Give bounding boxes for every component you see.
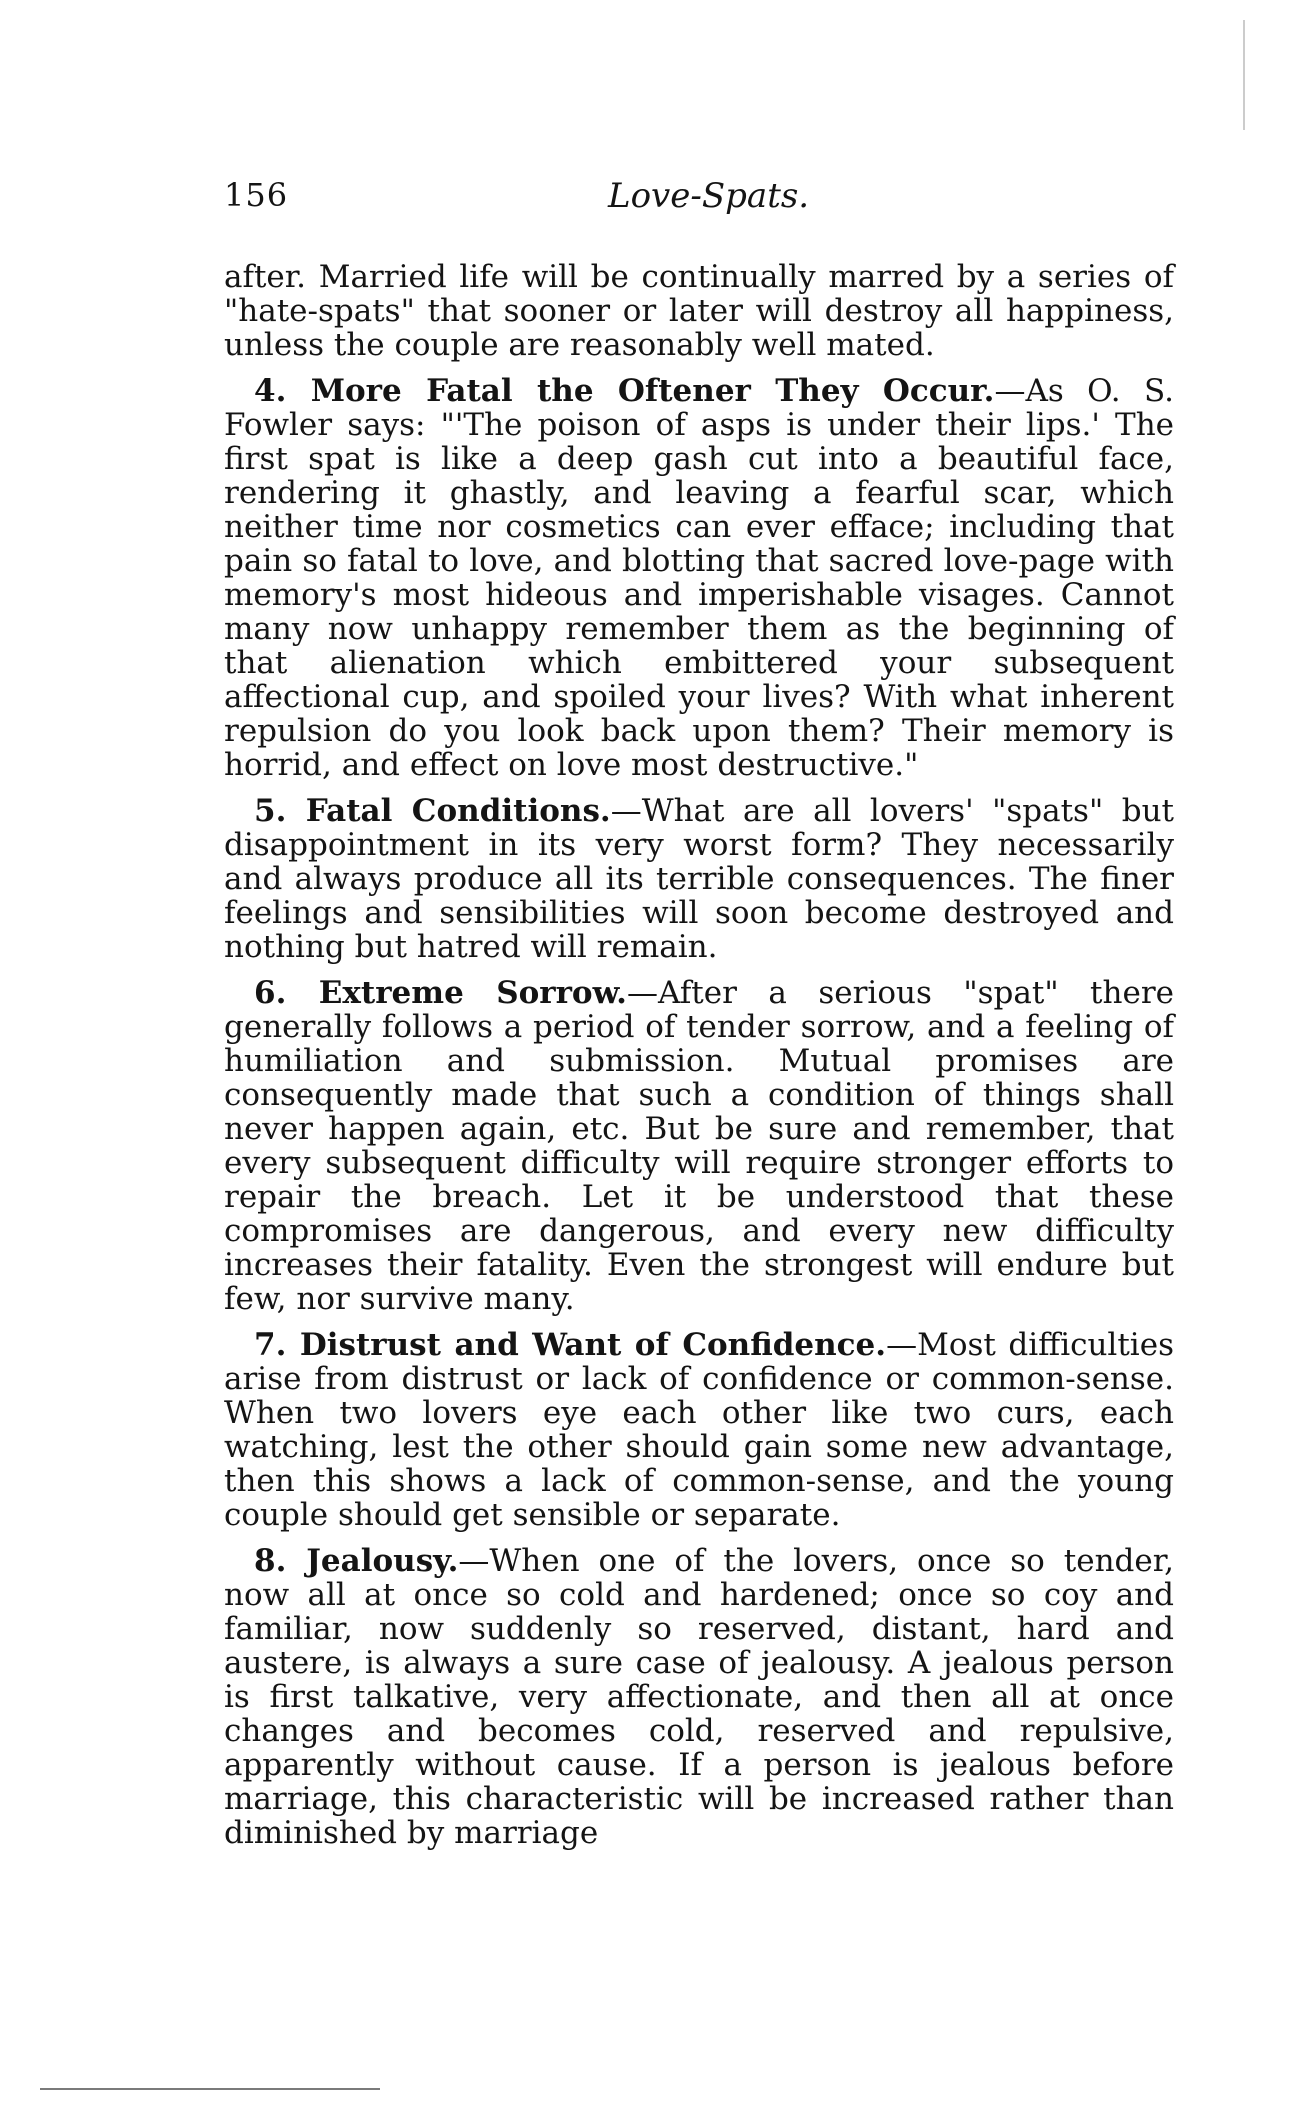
paragraph-fatal-conditions [224,794,1174,964]
scan-bottom-rule [40,2088,380,2090]
paragraph-heading: 6. Extreme Sorrow. [254,975,627,1011]
paragraph-heading: 8. Jealousy. [254,1543,459,1579]
paragraph-extreme-sorrow [224,976,1174,1316]
paragraph-heading: 4. More Fatal the Oftener They Occur. [254,373,995,409]
running-head: Love-Spats. [608,176,810,216]
paragraph-continuation [224,260,1174,362]
body-text [224,260,1174,1850]
scan-edge-mark [1243,20,1245,130]
page-number: 156 [224,176,289,214]
paragraph-heading: 5. Fatal Conditions. [254,793,611,829]
paragraph-text: —Most difficulties arise from distrust or lack of confidence or common-sense. When two lovers eye each other like two curs, each watching, lest the other should gain some new advantage, then this shows a lack of common-sense, and the young couple should get sensible or separate. [224,1327,1174,1533]
paragraph-heading: 7. Distrust and Want of Confidence. [254,1327,887,1363]
page-header [224,176,1174,226]
paragraph-text: —As O. S. Fowler says: "'The poison of asps is under their lips.' The first spat is like a deep gash cut into a beautiful face, rendering it ghastly, and leaving a fearful scar, which neither time nor cosmetics can ever efface; including that pain so fatal to love, and blotting that sacred love-page with memory's most hideous and imperishable visages. Cannot many now unhappy remember them as the beginning of that alienation which embittered your subsequent affectional cup, and spoiled your lives? With what inherent repulsion do you look back upon them? Their memory is horrid, and effect on love most destructive." [224,373,1174,783]
paragraph-text: after. Married life will be continually marred by a series of "hate-spats" that sooner or later will destroy all happiness, unless the couple are reasonably well mated. [224,259,1174,363]
paragraph-text: —What are all lovers' "spats" but disappointment in its very worst form? They necessarily and always produce all its terrible consequences. The finer feelings and sensibilities will soon become destroyed and nothing but hatred will remain. [224,793,1174,965]
paragraph-distrust [224,1328,1174,1532]
paragraph-jealousy [224,1544,1174,1850]
paragraph-more-fatal [224,374,1174,782]
paragraph-text: —When one of the lovers, once so tender, now all at once so cold and hardened; once so coy and familiar, now suddenly so reserved, distant, hard and austere, is always a sure case of jealousy. A jealous person is first talkative, very affectionate, and then all at once changes and becomes cold, reserved and repulsive, apparently without cause. If a person is jealous before marriage, this characteristic will be increased rather than diminished by marriage [224,1543,1174,1851]
paragraph-text: —After a serious "spat" there generally follows a period of tender sorrow, and a feeling of humiliation and submission. Mutual promises are consequently made that such a condition of things shall never happen again, etc. But be sure and remember, that every subsequent difficulty will require stronger efforts to repair the breach. Let it be understood that these compromises are dangerous, and every new difficulty increases their fatality. Even the strongest will endure but few, nor survive many. [224,975,1174,1317]
